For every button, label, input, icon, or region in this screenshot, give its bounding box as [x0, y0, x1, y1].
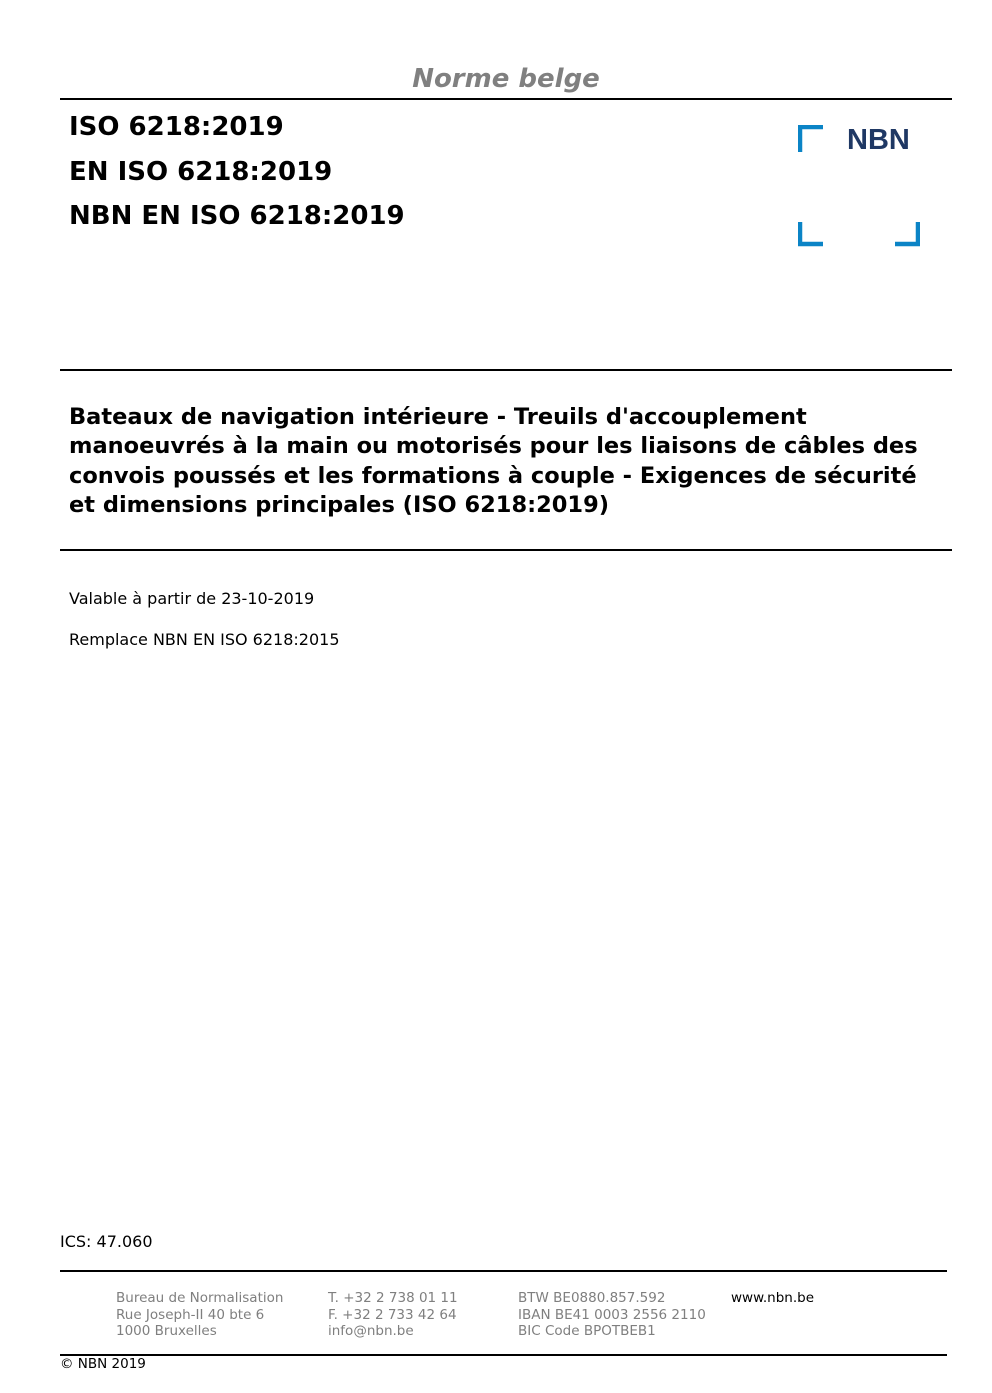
validity-date: Valable à partir de 23-10-2019	[69, 589, 315, 608]
standard-id-nbn: NBN EN ISO 6218:2019	[69, 201, 405, 231]
logo-text: NBN	[847, 125, 910, 156]
header-rule	[60, 98, 952, 100]
document-type-title: Norme belge	[412, 64, 600, 94]
logo-bracket-bottom-left	[800, 222, 823, 244]
logo-bracket-top-left	[800, 127, 823, 152]
copyright: © NBN 2019	[60, 1356, 146, 1372]
footer-bank	[518, 1290, 706, 1340]
vat-number: BTW BE0880.857.592	[518, 1290, 666, 1306]
address-line: Rue Joseph-II 40 bte 6	[116, 1306, 265, 1323]
footer-website	[731, 1290, 814, 1307]
document-title: Bateaux de navigation intérieure - Treuils d'accouplement manoeuvrés à la main ou motorisés pour les liaisons de câbles des convois poussés et les formations à couple - Exigences de sécurité et dimensions principales (ISO 6218:2019)	[69, 404, 918, 518]
standard-id-iso: ISO 6218:2019	[69, 112, 284, 142]
iban: IBAN BE41 0003 2556 2110	[518, 1306, 706, 1323]
footer-address	[116, 1290, 283, 1340]
email: info@nbn.be	[328, 1323, 414, 1339]
standard-id-en: EN ISO 6218:2019	[69, 157, 333, 187]
footer-contact	[328, 1290, 458, 1340]
nbn-logo	[798, 125, 920, 247]
title-bottom-rule	[60, 549, 952, 551]
logo-bracket-bottom-right	[895, 222, 918, 244]
replaces-standard: Remplace NBN EN ISO 6218:2015	[69, 630, 340, 649]
fax: F. +32 2 733 42 64	[328, 1306, 457, 1323]
ics-code: ICS: 47.060	[60, 1232, 153, 1251]
footer-bottom-rule	[60, 1354, 947, 1356]
address-line: Bureau de Normalisation	[116, 1290, 284, 1306]
title-top-rule	[60, 369, 952, 371]
website-link[interactable]: www.nbn.be	[731, 1290, 815, 1306]
footer-top-rule	[60, 1270, 947, 1272]
phone: T. +32 2 738 01 11	[328, 1290, 458, 1306]
bic-code: BIC Code BPOTBEB1	[518, 1323, 656, 1339]
address-line: 1000 Bruxelles	[116, 1323, 217, 1339]
